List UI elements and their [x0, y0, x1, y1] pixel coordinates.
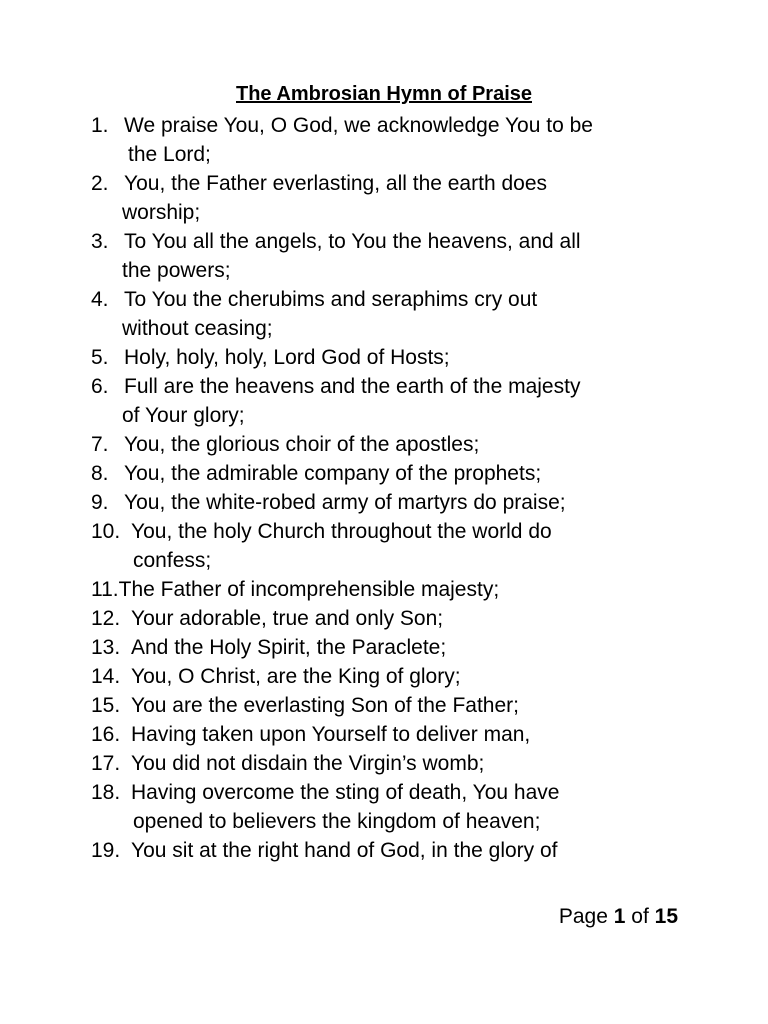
list-item — [91, 372, 711, 430]
list-item — [91, 227, 711, 285]
verse-number: 9. — [91, 491, 109, 514]
list-item — [91, 720, 711, 749]
list-item — [91, 778, 711, 836]
verse-text: We praise You, O God, we acknowledge You to be — [124, 114, 593, 137]
verse-number: 16. — [91, 723, 121, 746]
verse-number: 3. — [91, 230, 109, 253]
list-item — [91, 459, 711, 488]
verse-text: Having taken upon Yourself to deliver man, — [131, 723, 531, 746]
verse-text-continued: worship; — [122, 201, 201, 224]
verse-text: You, the white-robed army of martyrs do praise; — [124, 491, 566, 514]
verse-text: To You the cherubims and seraphims cry out — [124, 288, 538, 311]
verse-number: 12. — [91, 607, 121, 630]
verse-number: 6. — [91, 375, 109, 398]
verse-text: Holy, holy, holy, Lord God of Hosts; — [124, 346, 450, 369]
verse-number: 7. — [91, 433, 109, 456]
verse-text-continued: without ceasing; — [122, 317, 273, 340]
verse-number: 14. — [91, 665, 121, 688]
verse-number: 13. — [91, 636, 121, 659]
list-item — [91, 488, 711, 517]
list-item — [91, 285, 711, 343]
verse-text: To You all the angels, to You the heavens, and all — [124, 230, 581, 253]
verse-text-continued: the Lord; — [128, 143, 211, 166]
verse-text-continued: confess; — [133, 549, 212, 572]
list-item — [91, 517, 711, 575]
current-page-number: 1 — [613, 905, 626, 928]
of-label: of — [631, 905, 649, 928]
verse-number: 5. — [91, 346, 109, 369]
list-item — [91, 111, 711, 169]
total-page-count: 15 — [654, 905, 678, 928]
list-item — [91, 169, 711, 227]
list-item — [91, 836, 711, 865]
verse-text: Having overcome the sting of death, You have — [131, 781, 560, 804]
verse-text: You, the Father everlasting, all the earth does — [124, 172, 547, 195]
verse-text-continued: opened to believers the kingdom of heaven; — [133, 810, 541, 833]
verse-number: 19. — [91, 839, 121, 862]
list-item — [91, 343, 711, 372]
list-item — [91, 430, 711, 459]
verse-text: And the Holy Spirit, the Paraclete; — [131, 636, 447, 659]
list-item — [91, 749, 711, 778]
verse-number: 1. — [91, 114, 109, 137]
document-title: The Ambrosian Hymn of Praise — [236, 83, 532, 105]
verse-text: You are the everlasting Son of the Father; — [131, 694, 519, 717]
list-item — [91, 662, 711, 691]
verse-text: You did not disdain the Virgin’s womb; — [131, 752, 485, 775]
list-item — [91, 575, 711, 604]
verse-text: You sit at the right hand of God, in the glory of — [131, 839, 558, 862]
verse-text: You, the glorious choir of the apostles; — [124, 433, 480, 456]
page-indicator — [559, 903, 678, 931]
verse-number: 11. — [91, 578, 119, 601]
verse-number: 4. — [91, 288, 109, 311]
verse-text: The Father of incomprehensible majesty; — [118, 578, 500, 601]
verse-text: You, the admirable company of the prophets; — [124, 462, 542, 485]
verse-text: Your adorable, true and only Son; — [131, 607, 444, 630]
list-item — [91, 604, 711, 633]
verse-text: Full are the heavens and the earth of the majesty — [124, 375, 581, 398]
verse-number: 8. — [91, 462, 109, 485]
list-item — [91, 633, 711, 662]
verse-number: 2. — [91, 172, 109, 195]
verse-number: 15. — [91, 694, 121, 717]
verse-number: 17. — [91, 752, 121, 775]
page-label: Page — [558, 905, 608, 928]
verse-text: You, the holy Church throughout the world do — [131, 520, 552, 543]
verse-text-continued: of Your glory; — [122, 404, 245, 427]
verse-list — [91, 111, 711, 865]
verse-number: 18. — [91, 781, 121, 804]
verse-number: 10. — [91, 520, 121, 543]
verse-text: You, O Christ, are the King of glory; — [131, 665, 461, 688]
list-item — [91, 691, 711, 720]
verse-text-continued: the powers; — [122, 259, 231, 282]
